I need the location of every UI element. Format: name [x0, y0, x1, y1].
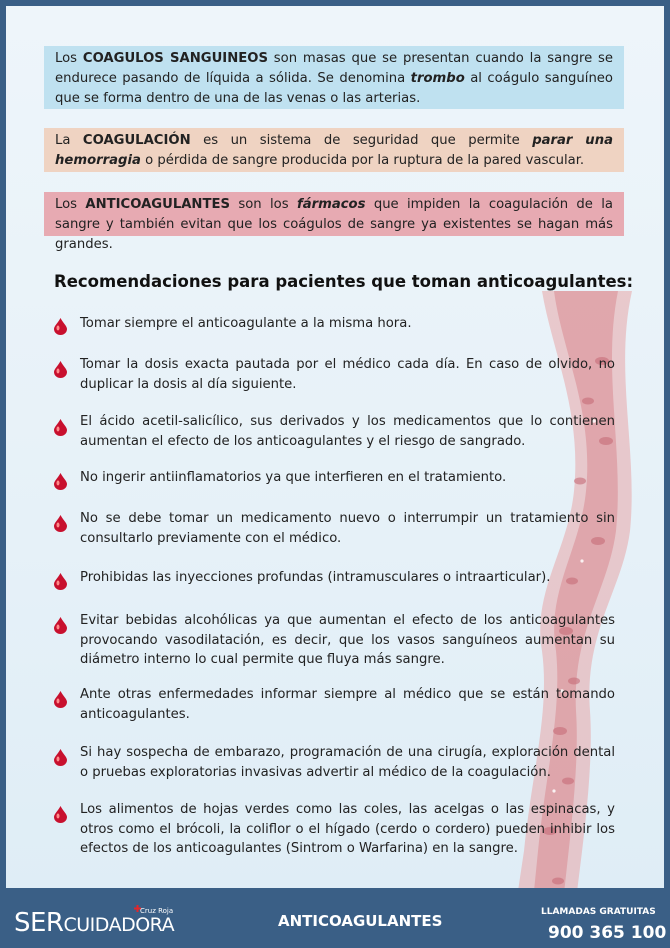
info-box-coagulos: [44, 46, 624, 109]
bold-term: ANTICOAGULANTES: [85, 197, 230, 212]
text: o pérdida de sangre producida por la ruptura de la pared vascular.: [140, 153, 585, 168]
recommendation-item: Los alimentos de hojas verdes como las coles, las acelgas o las espinacas, y otros como el brócoli, la coliflor o el hígado (cerdo o cordero) pueden inhibir los efectos de los anticoagulantes (Sintrom o Warfarina) en la sangre.: [80, 802, 615, 856]
blood-drop-icon: [54, 617, 67, 634]
blood-drop-icon: [54, 749, 67, 766]
text: son masas que se presentan cuando la sangre se endurece pasando de líquida a sólida. Se denomina: [55, 51, 613, 86]
text: son los: [229, 197, 297, 212]
blood-drop-icon: [54, 473, 67, 490]
recommendation-item: El ácido acetil-salicílico, sus derivados y los medicamentos que lo contienen aumentan el efecto de los anticoagulantes y el riesgo de sangrado.: [80, 414, 615, 449]
text: es un sistema de seguridad que permite: [190, 133, 533, 148]
bold-term: COAGULOS SANGUINEOS: [82, 51, 268, 66]
recommendation-item: No se debe tomar un medicamento nuevo o interrumpir un tratamiento sin consultarlo previamente con el médico.: [80, 511, 615, 546]
blood-drop-icon: [54, 318, 67, 335]
blood-drop-icon: [54, 419, 67, 436]
text: Los: [55, 51, 83, 66]
bold-italic-term: trombo: [410, 71, 465, 86]
blood-drop-icon: [54, 361, 67, 378]
blood-drop-icon: [54, 573, 67, 590]
text: al coágulo sanguíneo que se forma dentro de una de las venas o las arterias.: [55, 71, 613, 106]
recommendation-item: Si hay sospecha de embarazo, programación de una cirugía, exploración dental o pruebas exploratorias invasivas advertir al médico de la coagulación.: [80, 745, 615, 780]
blood-drop-icon: [54, 691, 67, 708]
phone-number[interactable]: 900 365 100: [548, 923, 667, 943]
recommendation-item: Tomar la dosis exacta pautada por el médico cada día. En caso de olvido, no duplicar la dosis al día siguiente.: [80, 357, 615, 392]
logo-ser-text: SER: [14, 908, 64, 938]
footer: [0, 892, 670, 948]
info-box-anticoagulantes: [44, 192, 624, 252]
footer-title: ANTICOAGULANTES: [278, 912, 443, 930]
cruz-roja-label: Cruz Roja: [140, 907, 174, 915]
bold-italic-term: fármacos: [296, 197, 366, 212]
recommendation-item: Prohibidas las inyecciones profundas (intramusculares o intraarticular).: [80, 570, 551, 585]
bold-italic-term: parar una hemorragia: [55, 133, 613, 168]
text: que impiden la coagulación de la sangre y también evitan que los coágulos de sangre ya existentes se hagan más grandes.: [55, 197, 613, 252]
recommendation-item: Tomar siempre el anticoagulante a la misma hora.: [80, 316, 412, 331]
blood-drop-icon: [54, 515, 67, 532]
recommendation-item: Ante otras enfermedades informar siempre al médico que se están tomando anticoagulantes.: [80, 687, 615, 722]
info-box-coagulacion: [44, 128, 624, 172]
recommendation-item: No ingerir antiinflamatorios ya que interfieren en el tratamiento.: [80, 470, 507, 485]
recommendations-heading: Recomendaciones para pacientes que toman anticoagulantes:: [54, 272, 634, 291]
text: Los: [55, 197, 86, 212]
text: La: [55, 133, 83, 148]
blood-drop-icon: [54, 806, 67, 823]
logo-cuidadora-text: CUIDADORA: [63, 914, 175, 936]
free-calls-label: LLAMADAS GRATUITAS: [541, 907, 656, 917]
poster-page: [6, 6, 664, 888]
recommendation-item: Evitar bebidas alcohólicas ya que aumentan el efecto de los anticoagulantes provocando vasodilatación, es decir, que los vasos sanguíneos aumentan su diámetro interno lo cual permite que fluya más sangre.: [80, 613, 615, 667]
bold-term: COAGULACIÓN: [82, 133, 191, 148]
